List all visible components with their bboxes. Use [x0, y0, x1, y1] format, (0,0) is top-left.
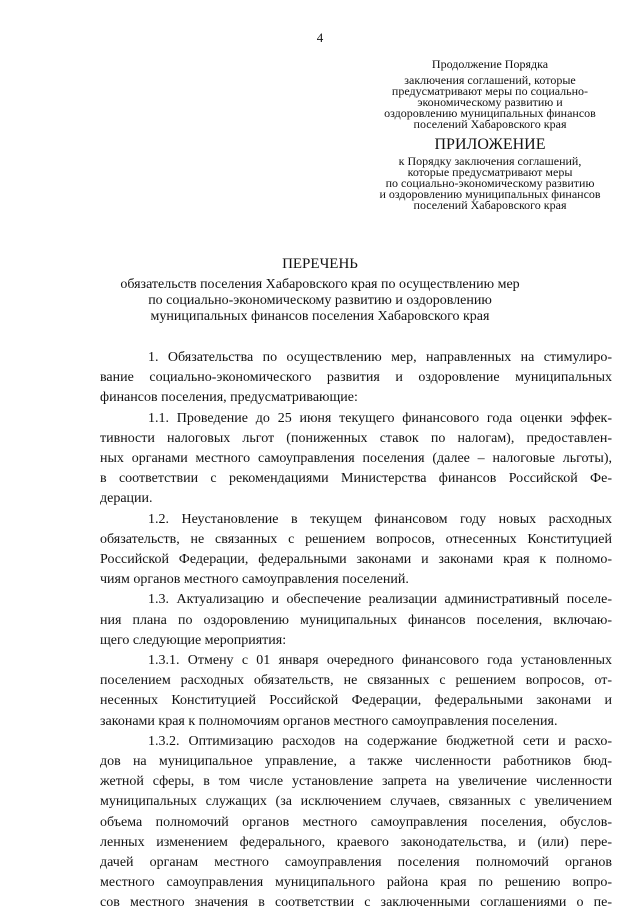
- subtitle-line: муниципальных финансов поселения Хабаровского края: [150, 309, 490, 324]
- document-subtitle: [100, 277, 540, 325]
- appendix-line: которые предусматривают меры: [407, 165, 573, 179]
- text-line: законами края к полномочиям органов местного самоуправления поселения.: [100, 713, 558, 729]
- text-line: несенных Конституцией Российской Федерации, федеральными законами и: [100, 693, 612, 709]
- text-line: 1.3. Актуализацию и обеспечение реализации административный поселе-: [148, 592, 612, 608]
- text-line: дов на муниципальное управление, а также численности работников бюд-: [100, 754, 612, 770]
- continuation-title: Продолжение Порядка: [431, 57, 549, 71]
- paragraph-1: [100, 348, 612, 409]
- continuation-line: экономическому развитию и: [417, 95, 563, 109]
- text-line: вание социально-экономического развития и оздоровление муниципальных: [100, 370, 612, 386]
- text-line: дачей органам местного самоуправления поселения полномочий органов: [100, 855, 612, 871]
- text-line: ленных изменением федерального, краевого законодательства, и (или) пере-: [100, 834, 612, 850]
- appendix-line: к Порядку заключения соглашений,: [398, 154, 582, 168]
- continuation-line: заключения соглашений, которые: [404, 73, 576, 87]
- appendix-line: поселений Хабаровского края: [413, 198, 567, 212]
- text-line: в соответствии с рекомендациями Министерства финансов Российской Фе-: [100, 471, 612, 487]
- text-line: ных органами местного самоуправления поселения (далее – налоговые льготы),: [100, 451, 612, 467]
- text-line: 1.2. Неустановление в текущем финансовом году новых расходных: [148, 511, 612, 527]
- text-line: 1. Обязательства по осуществлению мер, направленных на стимулиро-: [148, 350, 612, 365]
- continuation-line: предусматривают меры по социально-: [391, 84, 589, 98]
- text-line: Российской Федерации, федеральными законами и законами края к полномо-: [100, 552, 612, 568]
- text-line: жетной сферы, в том числе установление запрета на увеличение численности: [100, 774, 612, 790]
- subtitle-line: обязательств поселения Хабаровского края по осуществлению мер: [120, 277, 520, 292]
- page-number: 4: [316, 30, 324, 45]
- text-line: финансов поселения, предусматривающие:: [100, 390, 358, 406]
- continuation-text: [360, 75, 620, 130]
- paragraph-1-2: [100, 510, 612, 591]
- text-line: щего следующие мероприятия:: [100, 632, 287, 648]
- appendix-text: [360, 156, 620, 211]
- appendix-line: по социально-экономическому развитию: [385, 176, 595, 190]
- continuation-line: оздоровлению муниципальных финансов: [384, 106, 596, 120]
- appendix-line: и оздоровлению муниципальных финансов: [379, 187, 601, 201]
- document-title: ПЕРЕЧЕНЬ: [282, 256, 358, 272]
- text-line: 1.1. Проведение до 25 июня текущего финансового года оценки эффек-: [148, 410, 612, 426]
- text-line: местного самоуправления муниципального района края по решению вопро-: [100, 875, 612, 891]
- subtitle-line: по социально-экономическому развитию и оздоровлению: [148, 293, 492, 308]
- text-line: тивности налоговых льгот (пониженных ставок по налогам), предоставлен-: [100, 430, 612, 446]
- text-line: дерации.: [100, 491, 153, 507]
- paragraph-1-3: [100, 590, 612, 651]
- text-line: обязательств, не связанных с решением вопросов, отнесенных Конституцией: [100, 531, 612, 547]
- paragraph-1-3-2: [100, 732, 612, 914]
- text-line: муниципальных служащих (за исключением случаев, связанных с увеличением: [100, 794, 612, 810]
- text-line: сов местного значения в соответствии с заключенными соглашениями о пе-: [100, 895, 612, 911]
- text-line: объема полномочий органов местного самоуправления поселения, обуслов-: [100, 814, 612, 830]
- body-text: [100, 348, 612, 914]
- header-block: [360, 58, 620, 211]
- appendix-title: ПРИЛОЖЕНИЕ: [434, 136, 546, 153]
- text-line: поселением расходных обязательств, не связанных с решением вопросов, от-: [100, 673, 612, 689]
- text-line: чиям органов местного самоуправления поселений.: [100, 572, 409, 588]
- text-line: ния плана по оздоровлению муниципальных финансов поселения, включаю-: [100, 612, 612, 628]
- text-line: 1.3.2. Оптимизацию расходов на содержание бюджетной сети и расхо-: [148, 733, 612, 749]
- text-line: 1.3.1. Отмену с 01 января очередного финансового года установленных: [148, 653, 612, 669]
- continuation-line: поселений Хабаровского края: [413, 117, 567, 131]
- paragraph-1-3-1: [100, 651, 612, 732]
- paragraph-1-1: [100, 409, 612, 510]
